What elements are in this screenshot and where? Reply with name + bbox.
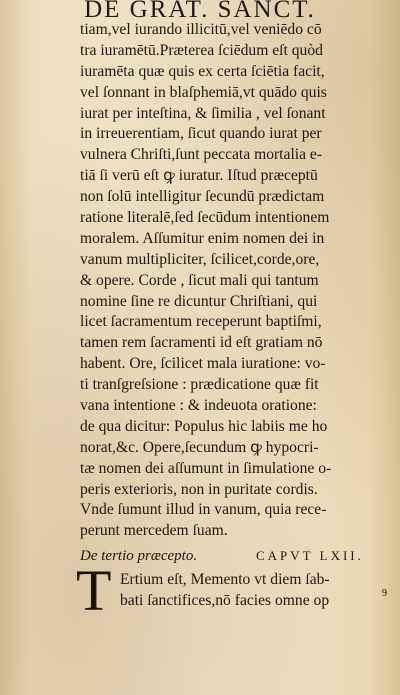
text-line: vel ſonnant in blaſphemiā,vt quādo quis xyxy=(80,83,327,101)
text-line: vulnera Chriſti,ſunt peccata mortalia e- xyxy=(80,146,323,164)
signature-mark: 9 xyxy=(382,588,387,599)
body-text xyxy=(80,20,380,542)
text-line: moralem. Aſſumitur enim nomen dei in xyxy=(80,229,325,247)
text-line: non ſolū intelligitur ſecundū prædictam xyxy=(80,188,325,206)
text-line: tiam,vel iurando illicitū,vel veniēdo cō xyxy=(80,21,322,38)
text-line: Ertium eſt, Memento vt diem ſab- xyxy=(120,571,330,588)
text-line: Vnde ſumunt illud in vanum, quia rece- xyxy=(80,501,327,519)
chapter-text xyxy=(120,570,390,612)
text-line: tamen rem ſacramenti id eſt gratiam nō xyxy=(80,334,323,352)
text-line: bati ſanctifices,nō facies omne op xyxy=(120,591,330,609)
text-line: in irreuerentiam, ſicut quando iurat per xyxy=(80,125,322,143)
drop-cap-initial: T xyxy=(76,558,112,623)
text-line: habent. Ore, ſcilicet mala iuratione: vo- xyxy=(80,355,326,373)
text-line: tiā ſi verū eſt ꝙ iuratur. Iſtud præceptū xyxy=(80,167,318,185)
chapter-subject: De tertio præcepto. xyxy=(80,548,198,564)
text-line: tæ nomen dei aſſumunt in ſimulatione o- xyxy=(80,459,332,477)
text-line: perunt mercedem ſuam. xyxy=(80,522,228,540)
text-line: iuramēta quæ quis ex certa ſciētia facit, xyxy=(80,62,325,80)
text-line: tra iuramētū.Præterea ſciēdum eſt quòd xyxy=(80,41,323,59)
text-line: peris exterioris, non in puritate cordis. xyxy=(80,480,318,498)
chapter-heading xyxy=(80,548,380,565)
text-line: ratione literalē,ſed ſecūdum intentionem xyxy=(80,209,330,227)
text-line: vana intentione : & indeuota oratione: xyxy=(80,397,317,415)
text-line: vanum multipliciter, ſcilicet,corde,ore, xyxy=(80,250,320,268)
text-line: de qua dicitur: Populus hic labiis me ho xyxy=(80,417,328,435)
chapter-number: CAPVT LXII. xyxy=(256,548,364,563)
text-line: licet ſacramentum receperunt baptiſmi, xyxy=(80,313,322,331)
text-line: norat,&c. Opere,ſecundum ꝙ hypocri- xyxy=(80,438,319,456)
text-line: & opere. Corde , ſicut mali qui tantum xyxy=(80,271,319,289)
text-line: nomine ſine re dicuntur Chriſtiani, qui xyxy=(80,292,318,310)
text-line: ti tranſgreſsione : prædicatione quæ fit xyxy=(80,376,319,394)
running-header: DE GRAT. SANCT. xyxy=(84,0,316,23)
text-line: iurat per inteſtina, & ſimilia , vel ſonant xyxy=(80,104,326,122)
